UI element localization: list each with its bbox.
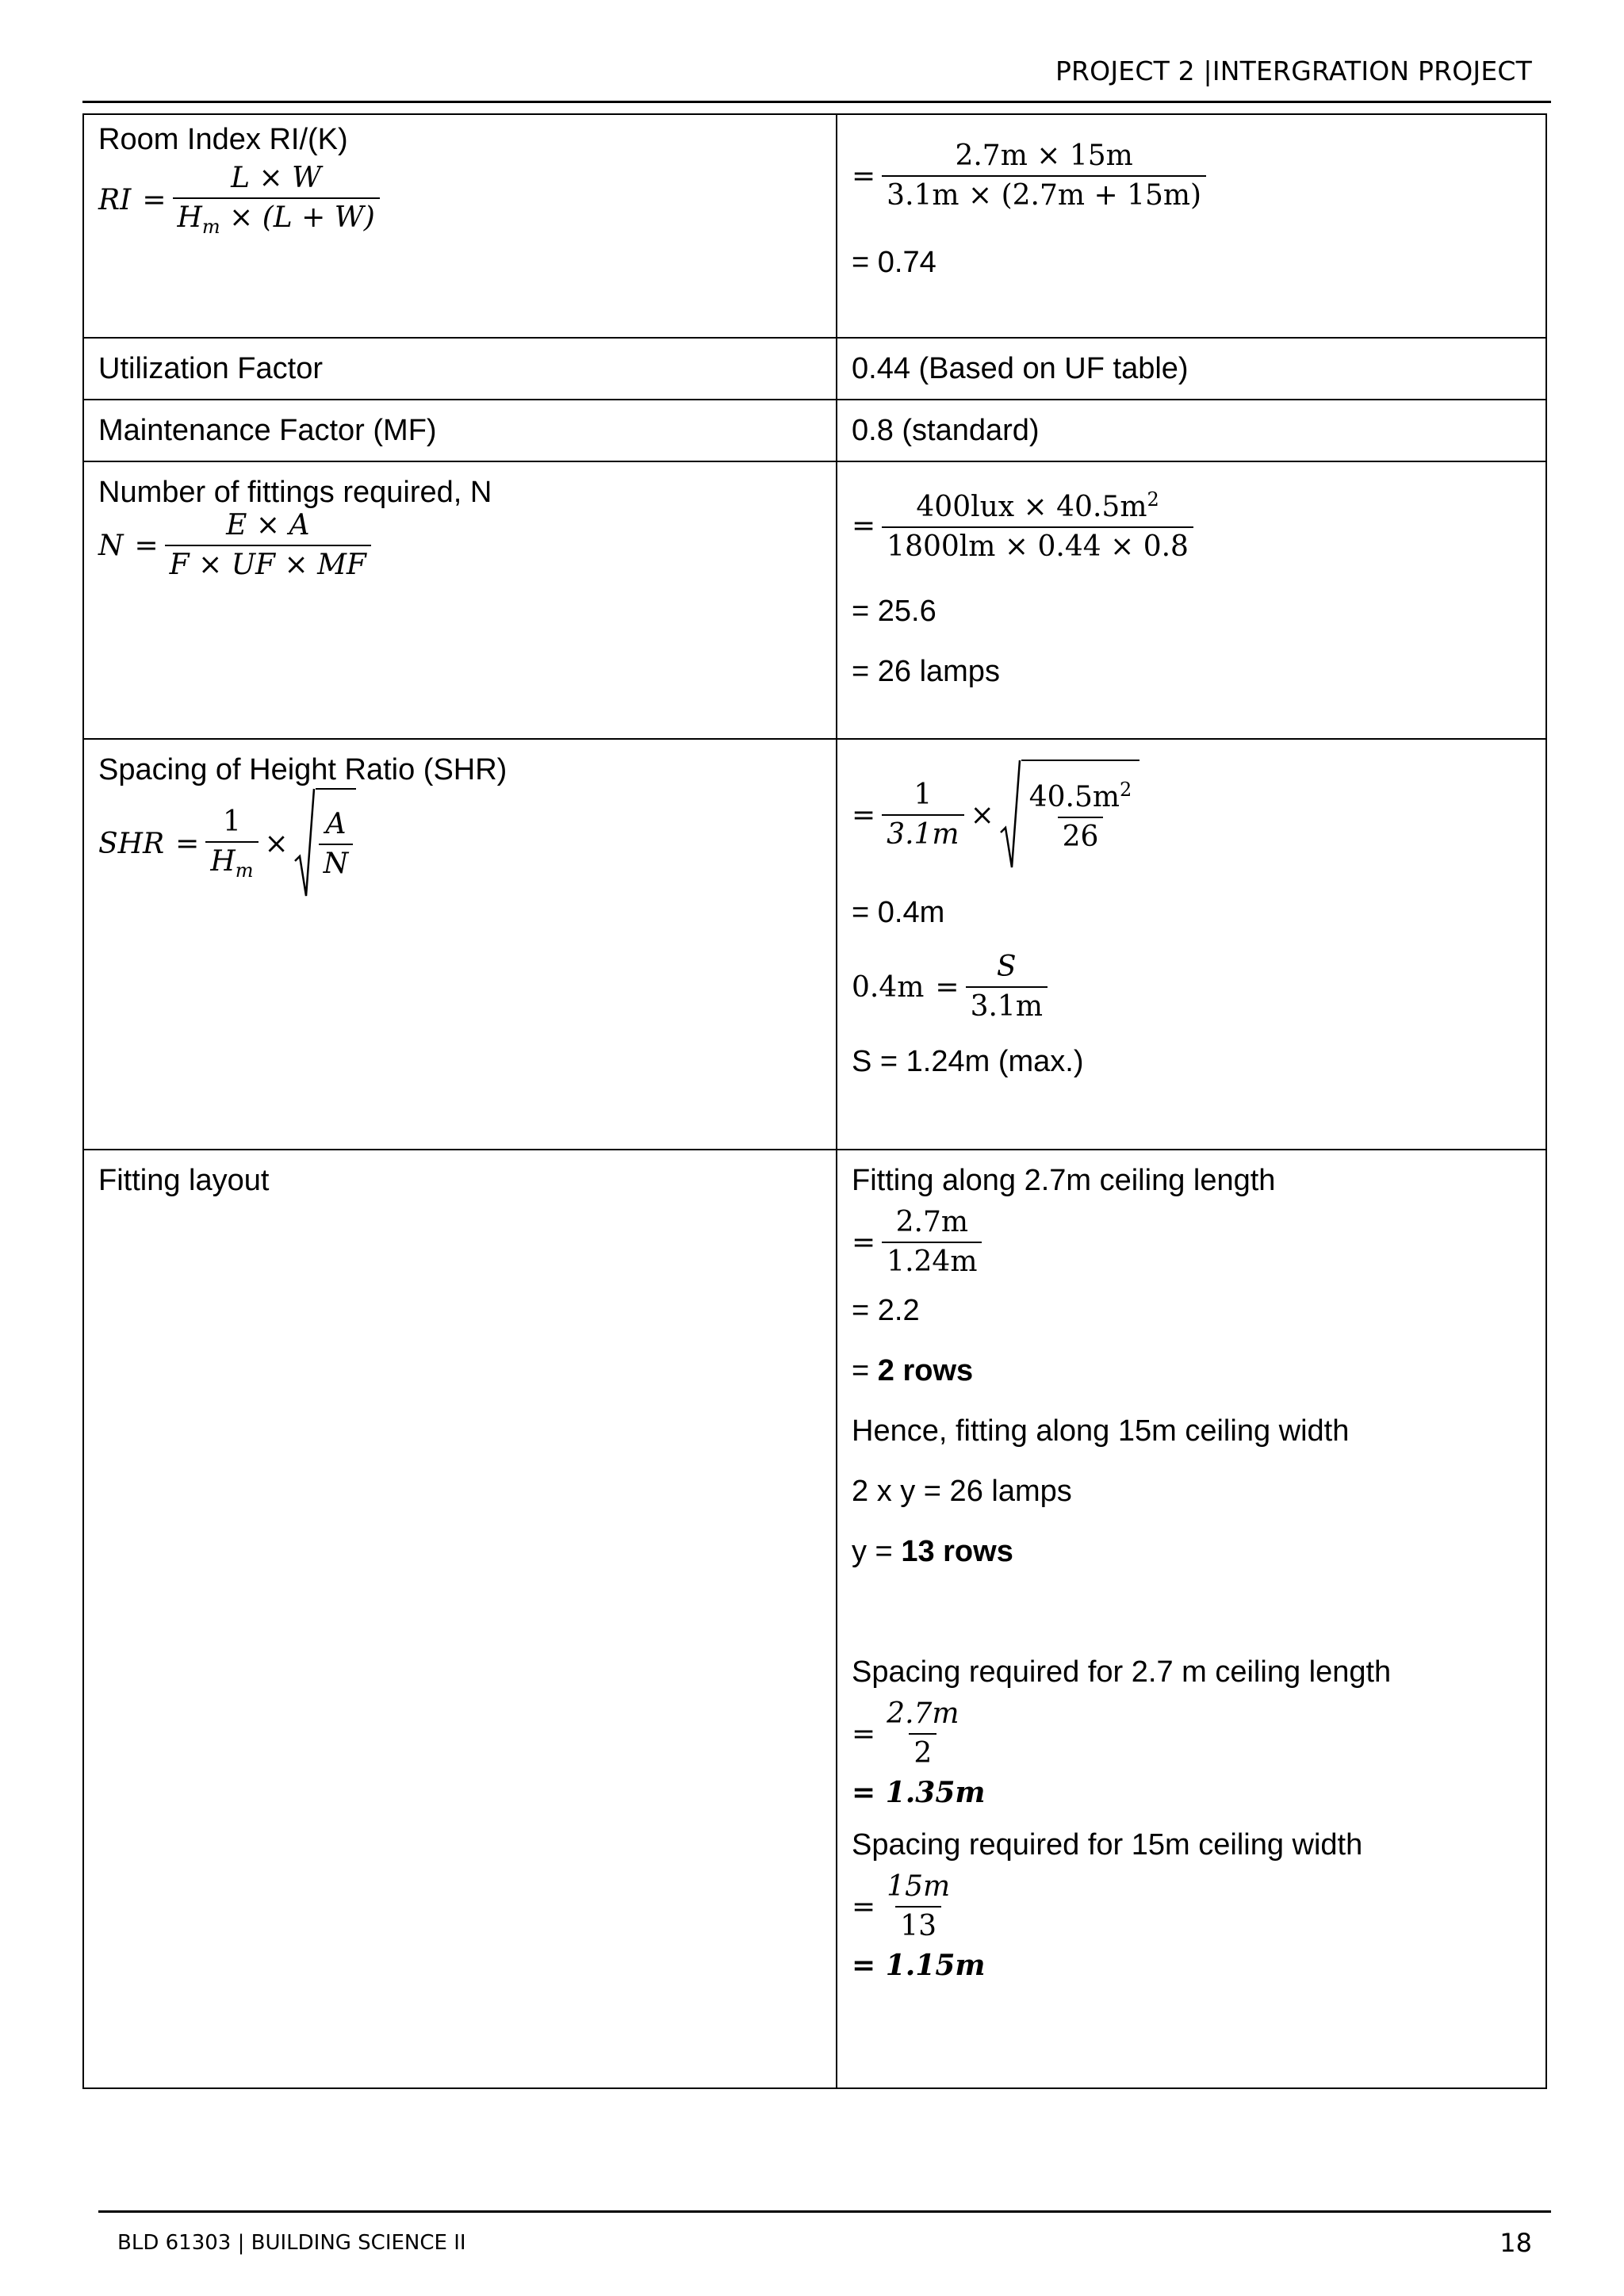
- layout-fraction-3: [852, 1870, 1531, 1943]
- times-sign: ×: [970, 798, 994, 832]
- n-fraction: [165, 510, 371, 580]
- table-row-layout: [83, 1150, 1546, 2088]
- cell-maintenance-value: [837, 400, 1546, 461]
- layout-line-2: Hence, fitting along 15m ceiling width: [852, 1414, 1350, 1448]
- fittings-result-1: = 25.6: [852, 595, 936, 628]
- ri-fraction: [173, 163, 380, 237]
- shr-calc-radicand-fraction: [1025, 779, 1137, 852]
- ri-symbol: RI: [98, 183, 132, 216]
- n-symbol: N: [98, 529, 124, 562]
- shr-result-1: = 0.4m: [852, 896, 945, 929]
- shr-calc-denominator: 3.1m: [882, 814, 963, 851]
- cell-layout-calc: [837, 1150, 1546, 2088]
- rows-count-bold: 2 rows: [877, 1354, 974, 1387]
- layout-result-1: = 2.2: [852, 1294, 920, 1327]
- fittings-label: Number of fittings required, N: [98, 476, 492, 509]
- layout-line-4: [852, 1521, 1531, 1582]
- radical-sign-icon: [293, 788, 316, 899]
- shr-radicand: [316, 788, 357, 899]
- fraction-denominator: 13: [895, 1906, 941, 1942]
- shr-fraction-numerator: 1: [222, 805, 241, 838]
- layout-line-5: Spacing required for 2.7 m ceiling length: [852, 1655, 1392, 1689]
- table-row-room-index: [83, 114, 1546, 338]
- shr-calc-fraction: [882, 779, 963, 850]
- cell-utilization-value: [837, 338, 1546, 400]
- utilization-value: 0.44 (Based on UF table): [852, 352, 1189, 385]
- fittings-formula: [98, 509, 822, 581]
- table-row-fittings: [83, 461, 1546, 739]
- ri-numerator: L × W: [231, 161, 322, 194]
- equals-sign: =: [852, 159, 876, 193]
- area-value: 40.5m: [1028, 780, 1120, 813]
- table-row-utilization: [83, 338, 1546, 400]
- table-row-maintenance: [83, 400, 1546, 461]
- shr-calc-radicand: [1021, 760, 1140, 871]
- table-row-shr: [83, 739, 1546, 1150]
- fraction-numerator: 2.7m: [895, 1206, 969, 1239]
- hm-subscript: m: [201, 215, 220, 238]
- width-spacing-fraction: [882, 1871, 955, 1942]
- cell-room-index-calc: [837, 114, 1546, 338]
- cell-shr-calc: [837, 739, 1546, 1150]
- maintenance-label: Maintenance Factor (MF): [98, 414, 437, 447]
- result-prefix: =: [852, 1354, 878, 1387]
- room-index-result: = 0.74: [852, 246, 936, 279]
- shr-fraction-denominator: [205, 841, 258, 882]
- result-prefix: y =: [852, 1535, 902, 1568]
- fraction-numerator: 2.7m: [887, 1697, 959, 1731]
- fraction-numerator: 15m: [887, 1870, 951, 1904]
- cell-layout-label: [83, 1150, 837, 2088]
- page-number: 18: [1500, 2228, 1532, 2258]
- ri-calc-denominator: 3.1m × (2.7m + 15m): [882, 175, 1206, 212]
- layout-fraction-2: [852, 1697, 1531, 1770]
- spacing-fraction: [966, 951, 1048, 1022]
- n-symbol: N: [319, 844, 354, 880]
- layout-fraction-1: [852, 1204, 1531, 1280]
- cell-maintenance-label: [83, 400, 837, 461]
- rows-count-bold: 13 rows: [901, 1535, 1013, 1568]
- layout-result-2: [852, 1341, 1531, 1401]
- fraction-denominator: 2: [909, 1733, 936, 1770]
- equals-sign: =: [852, 1226, 876, 1259]
- length-spacing-fraction: [882, 1698, 963, 1769]
- shr-formula: [98, 800, 822, 887]
- footer-course: BLD 61303 | BUILDING SCIENCE II: [117, 2231, 466, 2255]
- equals-sign: =: [134, 529, 159, 562]
- ri-calc-fraction: [882, 140, 1206, 211]
- n-denominator: F × UF × MF: [165, 545, 371, 581]
- cell-shr-label: [83, 739, 837, 1150]
- equals-sign: =: [852, 509, 876, 542]
- room-index-label: Room Index RI/(K): [98, 123, 348, 156]
- layout-result-3: = 1.35m: [852, 1776, 986, 1809]
- cell-utilization-label: [83, 338, 837, 400]
- layout-line-1: Fitting along 2.7m ceiling length: [852, 1164, 1276, 1197]
- calculation-table: [82, 113, 1547, 2089]
- header-title: PROJECT 2 |INTERGRATION PROJECT: [1055, 55, 1532, 86]
- equals-sign: =: [935, 970, 959, 1004]
- spacer: [852, 1582, 1531, 1642]
- superscript-2: 2: [1147, 488, 1159, 511]
- radical-sign-icon: [999, 760, 1021, 871]
- ri-denominator-rest: × (L + W): [220, 201, 375, 234]
- lamp-count-value: 26: [1058, 817, 1104, 853]
- layout-line-6: Spacing required for 15m ceiling width: [852, 1828, 1363, 1862]
- utilization-label: Utilization Factor: [98, 352, 323, 385]
- hm-subscript: m: [235, 859, 254, 882]
- ri-denominator: [173, 197, 380, 238]
- n-calc-denominator: 1800lm × 0.44 × 0.8: [882, 526, 1193, 563]
- shr-calc-radicand-numerator: [1025, 779, 1137, 817]
- n-calc-fraction: [882, 489, 1193, 562]
- room-index-formula: [98, 161, 822, 238]
- shr-value: 0.4m: [852, 970, 925, 1004]
- shr-result-2: S = 1.24m (max.): [852, 1045, 1084, 1078]
- length-over-spacing-fraction: [882, 1207, 982, 1277]
- ri-calc-numerator: 2.7m × 15m: [955, 140, 1133, 173]
- n-calc-numerator: [911, 489, 1163, 526]
- height-value: 3.1m: [966, 986, 1048, 1023]
- cell-fittings-calc: [837, 461, 1546, 739]
- shr-spacing-equation: [852, 943, 1531, 1031]
- hm-symbol: H: [177, 201, 202, 234]
- hm-symbol: H: [210, 844, 236, 878]
- square-root-icon: [999, 760, 1140, 871]
- shr-label: Spacing of Height Ratio (SHR): [98, 753, 508, 786]
- s-symbol: S: [996, 951, 1017, 984]
- shr-calc-numerator: 1: [914, 779, 933, 812]
- equals-sign: =: [142, 183, 167, 216]
- square-root-icon: [293, 788, 357, 899]
- cell-fittings-label: [83, 461, 837, 739]
- fittings-result-2: = 26 lamps: [852, 655, 1000, 688]
- equals-sign: =: [852, 1717, 876, 1751]
- equals-sign: =: [852, 798, 876, 832]
- cell-room-index-label: [83, 114, 837, 338]
- equals-sign: =: [852, 1890, 876, 1923]
- layout-label: Fitting layout: [98, 1164, 270, 1197]
- shr-radicand-fraction: [319, 809, 354, 879]
- a-symbol: A: [325, 808, 347, 841]
- maintenance-value: 0.8 (standard): [852, 414, 1040, 447]
- footer-rule: [98, 2210, 1551, 2213]
- shr-symbol: SHR: [98, 827, 165, 860]
- shr-calculation: [852, 740, 1531, 882]
- room-index-calculation: [852, 115, 1531, 232]
- n-numerator: E × A: [226, 509, 310, 542]
- equals-sign: =: [175, 827, 200, 860]
- n-calc-numerator-text: 400lux × 40.5m: [916, 490, 1147, 523]
- fraction-denominator: 1.24m: [882, 1242, 982, 1278]
- fittings-calculation: [852, 462, 1531, 581]
- times-sign: ×: [264, 827, 289, 860]
- header-rule: [82, 101, 1551, 103]
- shr-fraction: [205, 806, 258, 881]
- layout-result-4: = 1.15m: [852, 1949, 986, 1982]
- superscript-2: 2: [1120, 778, 1132, 801]
- layout-line-3: 2 x y = 26 lamps: [852, 1475, 1072, 1508]
